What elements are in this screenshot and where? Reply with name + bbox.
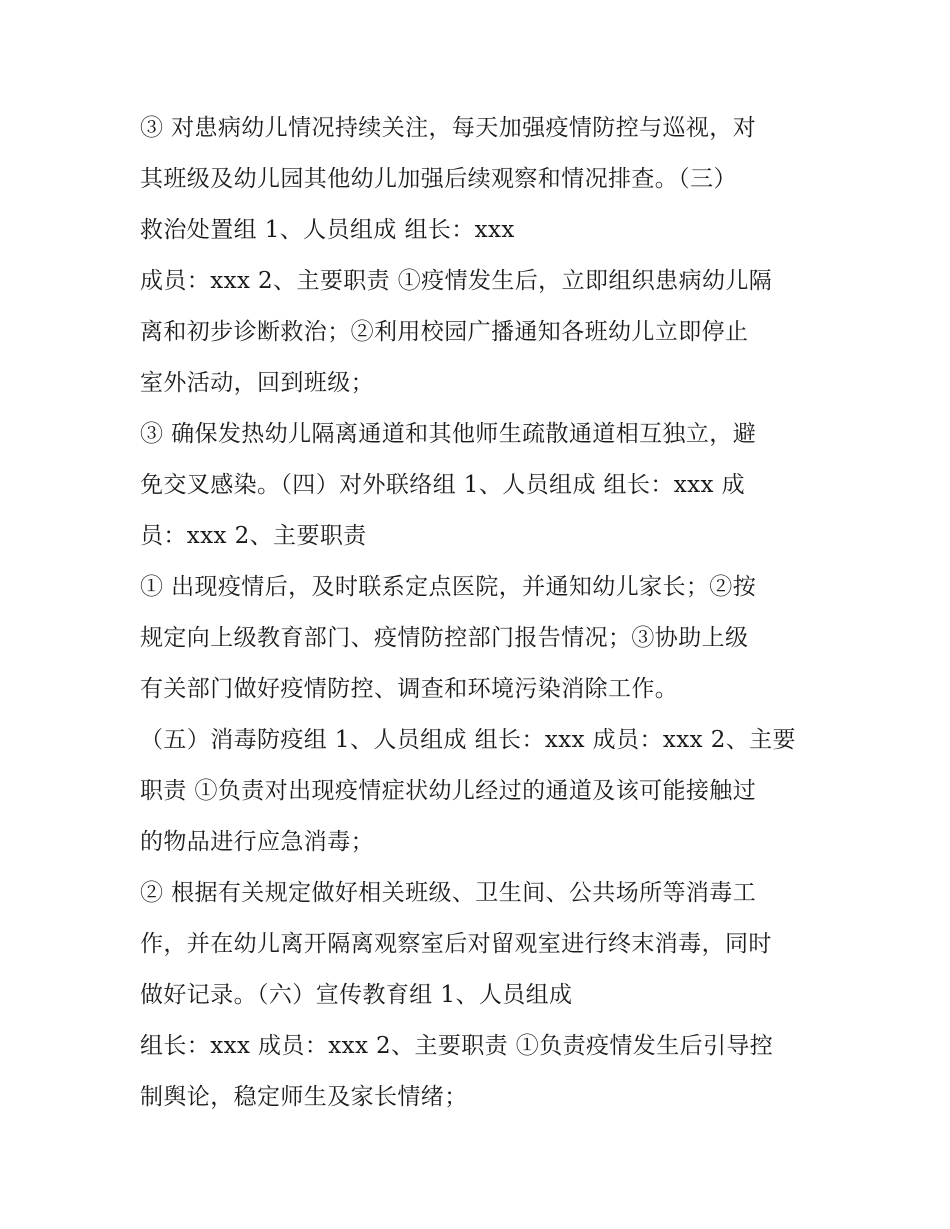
text-line: 组长：xxx 成员：xxx 2、主要职责 ①负责疫情发生后引导控 <box>140 1033 774 1059</box>
text-line: 制舆论，稳定师生及家长情绪； <box>140 1084 468 1110</box>
text-line: 员：xxx 2、主要职责 <box>140 523 367 549</box>
text-line: 作，并在幼儿离开隔离观察室后对留观室进行终末消毒，同时 <box>140 931 772 957</box>
text-line: ③ 确保发热幼儿隔离通道和其他师生疏散通道相互独立，避 <box>140 421 757 447</box>
text-line: 免交叉感染。（四）对外联络组 1、人员组成 组长：xxx 成 <box>140 472 745 498</box>
text-line: 有关部门做好疫情防控、调查和环境污染消除工作。 <box>140 676 679 702</box>
text-line: 成员：xxx 2、主要职责 ①疫情发生后，立即组织患病幼儿隔 <box>140 268 773 294</box>
text-line: 离和初步诊断救治；②利用校园广播通知各班幼儿立即停止 <box>140 319 749 345</box>
text-line: （五）消毒防疫组 1、人员组成 组长：xxx 成员：xxx 2、主要 <box>140 727 796 753</box>
text-line: ① 出现疫情后，及时联系定点医院，并通知幼儿家长；②按 <box>140 574 757 600</box>
text-line: 其班级及幼儿园其他幼儿加强后续观察和情况排查。（三） <box>140 166 737 192</box>
text-line: 做好记录。（六）宣传教育组 1、人员组成 <box>140 982 573 1008</box>
text-line: ③ 对患病幼儿情况持续关注，每天加强疫情防控与巡视，对 <box>140 115 757 141</box>
text-line: 的物品进行应急消毒； <box>140 829 374 855</box>
text-line: ② 根据有关规定做好相关班级、卫生间、公共场所等消毒工 <box>140 880 757 906</box>
text-line: 室外活动，回到班级； <box>140 370 374 396</box>
text-line: 职责 ①负责对出现疫情症状幼儿经过的通道及该可能接触过 <box>140 778 757 804</box>
text-line: 救治处置组 1、人员组成 组长：xxx <box>140 217 515 243</box>
text-line: 规定向上级教育部门、疫情防控部门报告情况；③协助上级 <box>140 625 749 651</box>
